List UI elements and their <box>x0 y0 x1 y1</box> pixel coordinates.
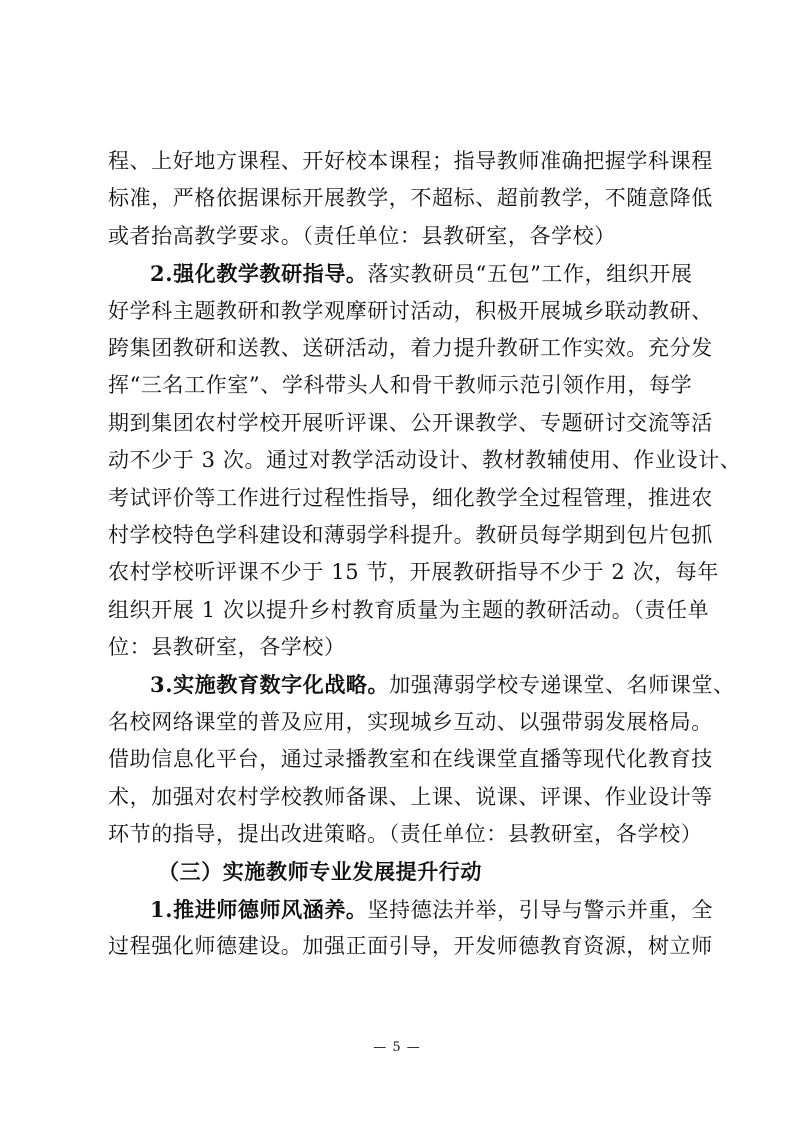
text-line: 名校网络课堂的普及应用，实现城乡互动、以强带弱发展格局。 <box>108 709 713 734</box>
text-line: 跨集团教研和送教、送研活动，着力提升教研工作实效。充分发 <box>108 335 713 360</box>
item-heading: 1.推进师德师风涵养。 <box>150 896 368 922</box>
item-heading-line <box>108 666 735 703</box>
text-line: 挥“三名工作室”、学科带头人和骨干教师示范引领作用，每学 <box>108 373 693 398</box>
text-line: 农村学校听评课不少于 15 节，开展教研指导不少于 2 次，每年 <box>108 560 719 585</box>
item-text: 落实教研员“五包”工作，组织开展 <box>367 262 693 287</box>
item-heading: 2.强化教学教研指导。 <box>150 261 368 287</box>
item-text: 坚持德法并举，引导与警示并重，全 <box>367 897 714 922</box>
text-line: 术，加强对农村学校教师备课、上课、说课、评课、作业设计等 <box>108 784 713 809</box>
text-line: 好学科主题教研和教学观摩研讨活动，积极开展城乡联动教研、 <box>108 298 713 323</box>
text-line: 程、上好地方课程、开好校本课程；指导教师准确把握学科课程 <box>108 149 713 173</box>
item-heading: 3.实施教育数字化战略。 <box>150 672 390 698</box>
text-line: 或者抬高教学要求。（责任单位：县教研室，各学校） <box>108 223 616 248</box>
text-line: 组织开展 1 次以提升乡村教育质量为主题的教研活动。（责任单 <box>108 597 710 622</box>
page-number: — 5 — <box>373 1040 421 1055</box>
text-line: 标准，严格依据课标开展教学，不超标、超前教学，不随意降低 <box>108 186 713 211</box>
section-heading: （三）实施教师专业发展提升行动 <box>158 859 482 885</box>
text-line: 环节的指导，提出改进策略。（责任单位：县教研室，各学校） <box>108 822 703 847</box>
text-line: 借助信息化平台，通过录播教室和在线课堂直播等现代化教育技 <box>108 747 713 772</box>
text-line: 动不少于 3 次。通过对教学活动设计、教材教辅使用、作业设计、 <box>108 448 742 473</box>
item-heading-line <box>108 891 714 928</box>
text-line: 村学校特色学科建设和薄弱学科提升。教研员每学期到包片包抓 <box>108 522 713 547</box>
item-heading-line <box>108 255 693 292</box>
body-text <box>108 143 742 966</box>
item-text: 加强薄弱学校专递课堂、名师课堂、 <box>389 673 735 698</box>
text-line: 过程强化师德建设。加强正面引导，开发师德教育资源，树立师 <box>108 934 713 959</box>
text-line: 考试评价等工作进行过程性指导，细化教学全过程管理，推进农 <box>108 485 713 510</box>
text-line: 期到集团农村学校开展听评课、公开课教学、专题研讨交流等活 <box>108 410 713 435</box>
text-line: 位：县教研室，各学校） <box>108 635 346 660</box>
